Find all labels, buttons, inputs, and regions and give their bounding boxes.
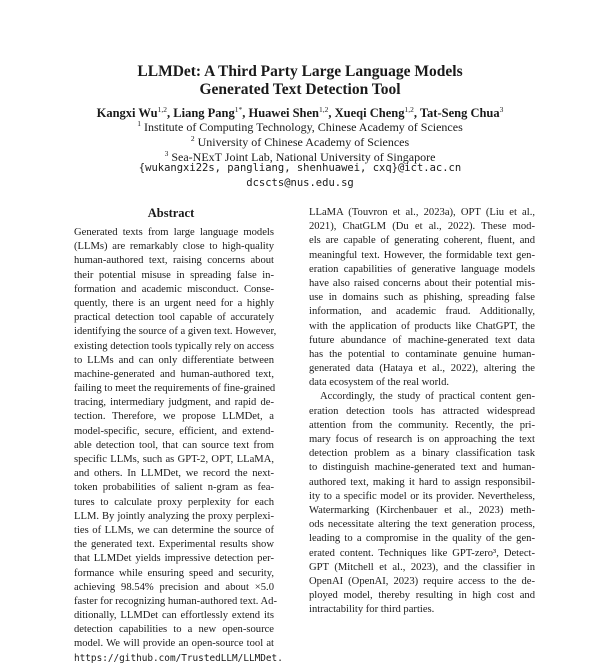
abstract-line: the generated text. Experimental results show — [74, 539, 274, 551]
paragraph-1-line: meaningful text. However, the formidable text gen- — [309, 249, 535, 261]
affiliation-mark: 2 — [190, 134, 195, 143]
abstract-line: model. We will provide an open-source tool at — [74, 638, 274, 650]
abstract-line: ties of LLMs, we can determine the source of — [74, 524, 274, 536]
paragraph-1-line: els are capable of generating coherent, fluent, and — [309, 235, 535, 247]
abstract-line: token probabilities of salient n-gram as fea- — [74, 482, 274, 494]
paragraph-1-line: with the application of products like ChatGPT, the — [309, 320, 535, 332]
affiliation-mark: 1 — [137, 119, 141, 128]
paragraph-2-line: ployed model, thereby resulting in high cost and — [309, 590, 535, 602]
abstract-heading: Abstract — [147, 206, 195, 220]
paragraph-2-line: detection problem as a binary classification task — [309, 448, 535, 460]
email-line-2[interactable]: dcscts@nus.edu.sg — [246, 177, 354, 189]
author-affiliation-mark: 1,2 — [319, 105, 329, 114]
paragraph-2-line: intractability for third parties. — [309, 604, 435, 616]
title-line-2: Generated Text Detection Tool — [199, 81, 401, 98]
abstract-line: tures to calculate proxy perplexity for each — [74, 496, 274, 508]
abstract-line: able detection tool, that can source text from — [74, 439, 274, 451]
abstract-line: tection. Therefore, we propose LLMDet, a — [74, 411, 274, 423]
paragraph-2-line: erated content. Techniques like GPT-zero³, Detect- — [309, 547, 535, 559]
author-affiliation-mark: 3 — [499, 105, 504, 114]
paragraph-1-line: use in domains such as phishing, spreading false — [309, 292, 535, 304]
paragraph-1-line: eration capabilities of generative language models — [309, 263, 535, 275]
paragraph-2-line: attention from the community. Recently, the pri- — [309, 419, 535, 431]
paragraph-2-line: OpenAI (OpenAI, 2023) require access to the de- — [309, 575, 535, 587]
abstract-line: specific LLMs, such as GPT-2, OPT, LLaMA, — [74, 454, 274, 465]
paragraph-1-line: information, and academic fraud. Additionally, — [309, 306, 535, 318]
abstract-line: that LLMDet yields impressive detection per- — [74, 553, 274, 565]
introduction-body — [309, 206, 535, 617]
code-repository-link[interactable]: https://github.com/TrustedLLM/LLMDet. — [74, 652, 283, 664]
paragraph-2-line: eration detection tools has attracted widespread — [309, 405, 535, 417]
abstract-line: machine-generated and human-authored text, — [74, 368, 274, 380]
paragraph-2-line: GPT (Mitchell et al., 2023), and the classifier in — [309, 561, 535, 573]
abstract-line: detection capabilities to a new open-source — [74, 624, 274, 636]
abstract-line: formation and academic misconduct. Conse- — [74, 283, 274, 295]
paragraph-1-line: future abundance of machine-generated text data — [309, 334, 535, 346]
paragraph-2-line: ods necessitate altering the text generation process, — [309, 519, 535, 531]
affiliation-text: University of Chinese Academy of Sciences — [197, 135, 410, 149]
author-name: Tat-Seng Chua — [419, 106, 500, 121]
paragraph-2-line: leading to a compromise in the quality of the gen- — [309, 533, 535, 545]
paragraph-2-line: to distinguish machine-generated text and human- — [309, 462, 535, 474]
abstract-line: model-specific, secure, efficient, and extend- — [74, 425, 274, 437]
affiliation-text: Institute of Computing Technology, Chinese Academy of Sciences — [143, 120, 463, 134]
paragraph-2-line: ity to a specific model or its provider. Nevertheless, — [309, 490, 535, 502]
paragraph-2-line: Accordingly, the study of practical content gen- — [320, 391, 535, 403]
paragraph-1-line: LLaMA (Touvron et al., 2023a), OPT (Liu et al., — [309, 207, 535, 218]
abstract-line: and others. In LLMDet, we record the next- — [74, 468, 274, 480]
abstract-line: LLM. By jointly analyzing the proxy perplexi- — [74, 510, 274, 522]
paper-title — [0, 63, 600, 99]
abstract-line: to LLMs and can only differentiate between — [74, 354, 274, 366]
paragraph-2-line: authored text, making it hard to assign responsibil- — [309, 476, 535, 488]
abstract-line: human-authored text, raising concerns about — [74, 255, 274, 267]
email-line-1[interactable]: {wukangxi22s, pangliang, shenhuawei, cxq}@ict.ac.cn — [138, 162, 462, 174]
paragraph-2-line: mary focus of research is on approaching the text — [309, 434, 535, 445]
paragraph-1-line: data ecosystem of the real world. — [309, 377, 450, 389]
author-affiliation-mark: 1,2 — [404, 105, 414, 114]
affiliation-mark: 3 — [164, 149, 169, 158]
author-affiliation-mark: 1* — [234, 105, 243, 114]
paragraph-2-line: Watermarking (Kirchenbauer et al., 2023) meth- — [309, 504, 535, 516]
author-name: Kangxi Wu — [96, 106, 158, 121]
author-list: Kangxi Wu$^{1,2}$, Liang Pang$^{1*}$, Huawei Shen$^{1,2}$, Xueqi Cheng$^{1,2}$, Tat-Seng Chua$^3$ — [96, 105, 504, 121]
paragraph-1-line: have also raised concerns about their potential mis- — [309, 277, 535, 289]
abstract-line: their potential misuse in spreading false in- — [74, 269, 274, 281]
abstract-line: formance while ensuring speed and security, — [74, 567, 274, 579]
abstract-line: existing detection tools typically rely on access — [74, 340, 275, 352]
paragraph-1-line: 2021), ChatGLM (Du et al., 2022). These mod- — [309, 221, 535, 233]
abstract-line: quently, there is an urgent need for a highly — [74, 297, 274, 309]
abstract-line: identifying the source of a given text. However, — [74, 326, 277, 338]
title-line-1: LLMDet: A Third Party Large Language Models — [137, 63, 463, 80]
paragraph-1-line: generated data (Hataya et al., 2022), altering the — [309, 363, 535, 375]
author-name: Xueqi Cheng — [334, 106, 405, 121]
author-name: Liang Pang — [173, 106, 235, 121]
author-affiliation-mark: 1,2 — [157, 105, 168, 114]
abstract-line: ditionally, LLMDet can effortlessly extend its — [74, 610, 274, 622]
author-name: Huawei Shen — [248, 106, 320, 121]
abstract-line: failing to meet the requirements of fine-grained — [74, 383, 276, 395]
affiliation-text: Sea-NExT Joint Lab, National University of Singapore — [171, 150, 436, 164]
abstract-line: faster for recognizing human-authored text. Ad- — [74, 595, 277, 607]
abstract-line: tracing, intermediary judgment, and rapid de- — [74, 397, 274, 409]
paragraph-1-line: has the potential to contaminate genuine human- — [309, 348, 535, 360]
abstract-line: (LLMs) are remarkably close to high-quality — [74, 241, 274, 253]
abstract-line: practical detection tool capable of accurately — [74, 312, 274, 324]
abstract-line: achieving 98.54% precision and about ×5.0 — [74, 581, 274, 593]
abstract-line: Generated texts from large language models — [74, 227, 274, 238]
